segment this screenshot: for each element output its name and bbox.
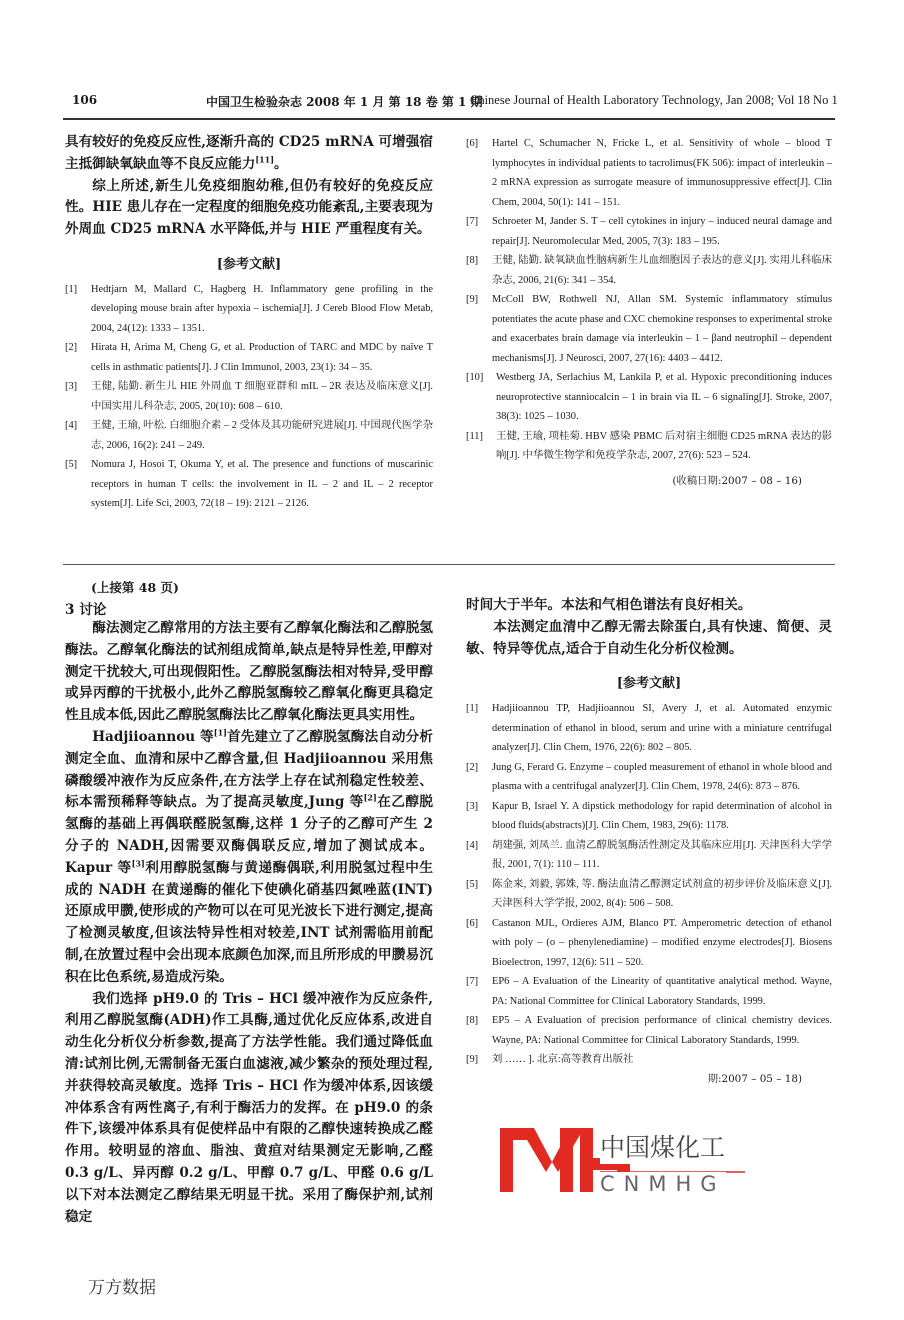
reference-number: [5] bbox=[466, 878, 479, 890]
references-heading: [参考文献] bbox=[616, 676, 682, 692]
continued-note: (上接第 48 页) bbox=[91, 580, 179, 595]
watermark-cn: 中国煤化工 bbox=[600, 1128, 727, 1164]
citation-marker: [1] bbox=[213, 727, 227, 738]
reference-number: [7] bbox=[466, 216, 479, 227]
reference-item bbox=[466, 290, 832, 368]
paragraph-text: 具有较好的免疫反应性,逐渐升高的 CD25 mRNA 可增强宿主抵御缺氧缺血等不良反应能力 bbox=[65, 134, 433, 172]
paragraph-text: 首先建立了乙醇脱氢酶法自动分析测定全血、血清和尿中乙醇含量,但 Hadjiioannou 采用焦磷酸缓冲液作为反应条件,在方法学上存在试剂稳定性较差、标本需预稀释等缺点。为了提高灵敏度,Jung 等 bbox=[65, 728, 433, 811]
article-separator bbox=[63, 564, 835, 565]
top-left-column bbox=[65, 132, 433, 514]
paragraph bbox=[65, 989, 433, 1229]
reference-text: Nomura J, Hosoi T, Okuma Y, et al. The presence and functions of muscarinic receptors in human T cells: the involvement in IL – 2 and IL – 2 receptor system[J]. Life Sci, 2003, 72(18 – 19): 2121 – 2126. bbox=[91, 459, 433, 510]
reference-item bbox=[466, 251, 832, 290]
reference-item bbox=[466, 212, 832, 251]
reference-text: Castanon MJL, Ordieres AJM, Blanco PT. Amperometric detection of ethanol with poly – (o – phenylenediamine) – modified enzyme electrodes[J]. Biosens Bioelectron, 1997, 12(6): 511 – 520. bbox=[492, 917, 832, 968]
reference-list bbox=[65, 280, 433, 514]
reference-number: [3] bbox=[65, 381, 78, 393]
reference-number: [6] bbox=[466, 138, 479, 149]
reference-text: Hirata H, Arima M, Cheng G, et al. Production of TARC and MDC by naïve T cells in asthmatic patients[J]. J Clin Immunol, 2003, 23(1): 34 – 35. bbox=[91, 342, 433, 373]
paragraph-text: 本法测定血清中乙醇无需去除蛋白,具有快速、简便、灵敏、特异等优点,适合于自动生化分析仪检测。 bbox=[466, 618, 832, 657]
citation-marker: [11] bbox=[255, 154, 275, 165]
reference-number: [9] bbox=[466, 1054, 479, 1066]
reference-item bbox=[466, 134, 832, 212]
conclusion-text bbox=[65, 132, 433, 241]
reference-number: [8] bbox=[466, 255, 479, 266]
bottom-right-column bbox=[466, 595, 832, 1085]
received-date: (收稿日期:2007 – 08 – 16) bbox=[672, 474, 802, 487]
reference-number: [7] bbox=[466, 976, 479, 988]
page-number: 106 bbox=[72, 93, 98, 107]
reference-number: [11] bbox=[466, 430, 483, 442]
reference-item bbox=[65, 416, 433, 455]
journal-title-en: Chinese Journal of Health Laboratory Technology, Jan 2008; Vol 18 No 1 bbox=[470, 93, 838, 107]
reference-number: [4] bbox=[466, 839, 479, 851]
citation-marker: [3] bbox=[131, 858, 145, 869]
bottom-left-column bbox=[65, 578, 433, 1228]
reference-text: EP6 – A Evaluation of the Linearity of quantitative analytical method. Wayne, PA: National Committee for Clinical Laboratory Standards, 1999. bbox=[492, 976, 832, 1007]
header-rule bbox=[63, 118, 835, 120]
discussion-text-continued bbox=[466, 595, 832, 660]
reference-list-continued bbox=[466, 134, 832, 466]
reference-item bbox=[65, 338, 433, 377]
reference-item bbox=[466, 972, 832, 1011]
paragraph-text: 酶法测定乙醇常用的方法主要有乙醇氧化酶法和乙醇脱氢酶法。乙醇氧化酶法的试剂组成简单,缺点是特异性差,甲醇对测定干扰较大,可出现假阳性。乙醇脱氢酶法相对特异,受甲醇或异丙醇的干扰极小,此外乙醇脱氢酶较乙醇氧化酶更具稳定性且成本低,因此乙醇脱氢酶法比乙醇氧化酶法更具实用性。 bbox=[65, 620, 433, 724]
reference-number: [2] bbox=[65, 342, 78, 354]
reference-number: [9] bbox=[466, 294, 479, 305]
reference-item bbox=[466, 836, 832, 875]
reference-item bbox=[466, 875, 832, 914]
reference-text: 王健, 陆勤. 缺氧缺血性脑病新生儿血细胞因子表达的意义[J]. 实用儿科临床杂志, 2006, 21(6): 341 – 354. bbox=[492, 255, 832, 286]
paragraph-text: 利用醇脱氢酶与黄递酶偶联,利用脱氢过程中生成的 NADH 在黄递酶的催化下使碘化硝基四氮唑蓝(INT)还原成甲臜,使形成的产物可以在可见光波长下进行测定,提高了检测灵敏度,但该法特异性相对较差,INT 试剂需临用前配制,在放置过程中会出现本底颜色加深,而且所形成的甲臜易沉积在比色系统,易造成污染。 bbox=[65, 859, 433, 985]
paragraph-text: 时间大于半年。本法和气相色谱法有良好相关。 bbox=[466, 597, 752, 613]
discussion-text bbox=[65, 618, 433, 1228]
watermark-logo bbox=[500, 1128, 800, 1196]
reference-text: Hartel C, Schumacher N, Fricke L, et al. Sensitivity of whole – blood T lymphocytes in individual patients to tacrolimus(FK 506): impact of interleukin – 2 mRNA expression as surrogate measure of immunosuppressive effect[J]. Clin Chem, 2004, 50(1): 141 – 151. bbox=[492, 138, 832, 208]
reference-text: 胡建强, 刘凤兰. 血清乙醇脱氢酶活性测定及其临床应用[J]. 天津医科大学学报, 2001, 7(1): 110 – 111. bbox=[492, 839, 832, 871]
reference-item bbox=[466, 699, 832, 758]
paragraph-text: 我们选择 pH9.0 的 Tris – HCl 缓冲液作为反应条件,利用乙醇脱氢酶(ADH)作工具酶,通过优化反应体系,改进自动生化分析仪分析参数,提高了方法学性能。我们通过降低血清:试剂比例,无需制备无蛋白血滤液,减少繁杂的预处理过程,并获得较高灵敏度。选择 Tris – HCl 作为缓冲体系,因该缓冲体系含有两性离子,有利于酶活力的发挥。在 pH9.0 的条件下,该缓冲体系具有促使样品中有限的乙醇快速转换成乙醛作用。较明显的溶血、脂浊、黄疸对结果测定无影响,乙醛 0.3 g/L、异丙醇 0.2 g/L、甲醇 0.7 g/L、甲醛 0.6 g/L 以下对本法测定乙醇结果无明显干扰。采用了酶保护剂,试剂稳定 bbox=[65, 990, 433, 1225]
reference-text: 王健, 王瑜, 项桂菊. HBV 感染 PBMC 后对宿主细胞 CD25 mRNA 表达的影响[J]. 中华微生物学和免疫学杂志, 2007, 27(6): 523 – 524. bbox=[496, 430, 832, 461]
paragraph bbox=[65, 727, 433, 989]
reference-item bbox=[466, 914, 832, 973]
reference-number: [6] bbox=[466, 917, 479, 929]
reference-text: McColl BW, Rothwell NJ, Allan SM. Systemic inflammatory stimulus potentiates the acute phase and CXC chemokine responses to experimental stroke and exacerbates brain damage via interleukin – 1 – βand neutrophil – dependent mechanisms[J]. J Neurosci, 2007, 27(16): 4403 – 4412. bbox=[492, 294, 832, 364]
reference-item bbox=[65, 377, 433, 416]
reference-text: Schroeter M, Jander S. T – cell cytokines in injury – induced neural damage and repair[J]. Neuromolecular Med, 2005, 7(3): 183 – 195. bbox=[492, 216, 832, 247]
watermark-en: CNMHG bbox=[600, 1172, 726, 1196]
reference-text: Westberg JA, Serlachius M, Lankila P, et al. Hypoxic preconditioning induces neuroprotective stanniocalcin – 1 in brain via IL – 6 signaling[J]. Stroke, 2007, 38(3): 1025 – 1030. bbox=[496, 372, 832, 422]
reference-number: [1] bbox=[466, 703, 479, 715]
journal-title-cn: 中国卫生检验杂志 2008 年 1 月 第 18 卷 第 1 期 bbox=[206, 95, 483, 109]
paragraph-text: 。 bbox=[274, 155, 288, 172]
reference-text: 陈金来, 刘毅, 郭姝, 等. 酶法血清乙醇测定试剂盒的初步评价及临床意义[J]. 天津医科大学学报, 2002, 8(4): 506 – 508. bbox=[492, 878, 832, 910]
source-footer: 万方数据 bbox=[88, 1278, 156, 1298]
reference-number: [4] bbox=[65, 420, 78, 432]
reference-text: 刘 …… ]. 北京:高等教育出版社 bbox=[492, 1054, 634, 1066]
reference-item bbox=[65, 280, 433, 339]
reference-text: Jung G, Ferard G. Enzyme – coupled measurement of ethanol in whole blood and plasma with a centrifugal analyzer[J]. Clin Chem, 1978, 24(6): 873 – 876. bbox=[492, 761, 832, 793]
reference-number: [5] bbox=[65, 459, 78, 471]
paragraph bbox=[65, 618, 433, 727]
reference-text: Hadjiioannou TP, Hadjiioannou SI, Avery J, et al. Automated enzymic determination of ethanol in blood, serum and urine with a miniature centrifugal analyzer[J]. Clin Chem, 1976, 22(6): 802 – 805. bbox=[492, 703, 832, 754]
reference-number: [1] bbox=[65, 283, 78, 295]
reference-list bbox=[466, 699, 832, 1070]
references-heading: [参考文献] bbox=[216, 256, 282, 272]
reference-item bbox=[466, 368, 832, 427]
paragraph-text: Hadjiioannou 等 bbox=[92, 728, 214, 745]
reference-item bbox=[466, 1011, 832, 1050]
paragraph bbox=[466, 595, 832, 617]
section-heading: 3 讨论 bbox=[65, 602, 107, 618]
reference-text: 王健, 陆勤. 新生儿 HIE 外周血 T 细胞亚群和 mIL – 2R 表达及临床意义[J]. 中国实用儿科杂志, 2005, 20(10): 608 – 610. bbox=[91, 381, 433, 412]
top-right-column bbox=[466, 134, 832, 487]
paragraph-text: 综上所述,新生儿免疫细胞幼稚,但仍有较好的免疫反应性。HIE 患儿存在一定程度的细胞免疫功能紊乱,主要表现为外周血 CD25 mRNA 水平降低,并与 HIE 严重程度有关。 bbox=[65, 177, 433, 238]
reference-item bbox=[466, 427, 832, 466]
reference-number: [10] bbox=[466, 372, 484, 383]
paragraph bbox=[65, 176, 433, 241]
citation-marker: [2] bbox=[363, 792, 377, 803]
reference-number: [8] bbox=[466, 1015, 479, 1027]
reference-text: 王健, 王瑜, 叶松. 白细胞介素 – 2 受体及其功能研究进展[J]. 中国现代医学杂志, 2006, 16(2): 241 – 249. bbox=[91, 420, 433, 451]
reference-text: EP5 – A Evaluation of precision performance of clinical chemistry devices. Wayne, PA: National Committee for Clinical Laboratory Standards, 1999. bbox=[492, 1015, 832, 1046]
received-date: 期:2007 – 05 – 18) bbox=[707, 1072, 802, 1085]
paragraph-text: 在乙醇脱氢酶的基础上再偶联醛脱氢酶,这样 1 分子的乙醇可产生 2 分子的 NADH,因需要双酶偶联反应,增加了测试成本。Kapur 等 bbox=[65, 794, 434, 876]
paragraph bbox=[466, 617, 832, 661]
reference-item bbox=[65, 455, 433, 514]
reference-number: [3] bbox=[466, 800, 479, 812]
reference-item bbox=[466, 758, 832, 797]
reference-text: Kapur B, Israel Y. A dipstick methodology for rapid determination of alcohol in blood fluids(abstracts)[J]. Clin Chem, 1983, 29(6): 1178. bbox=[492, 800, 832, 832]
reference-number: [2] bbox=[466, 761, 479, 773]
paragraph bbox=[65, 132, 433, 176]
reference-text: Hedtjarn M, Mallard C, Hagberg H. Inflammatory gene profiling in the developing mouse brain after hypoxia – ischemia[J]. J Cereb Blood Flow Metab, 2004, 24(12): 1333 – 1351. bbox=[91, 283, 433, 334]
reference-item bbox=[466, 797, 832, 836]
reference-item bbox=[466, 1050, 832, 1070]
